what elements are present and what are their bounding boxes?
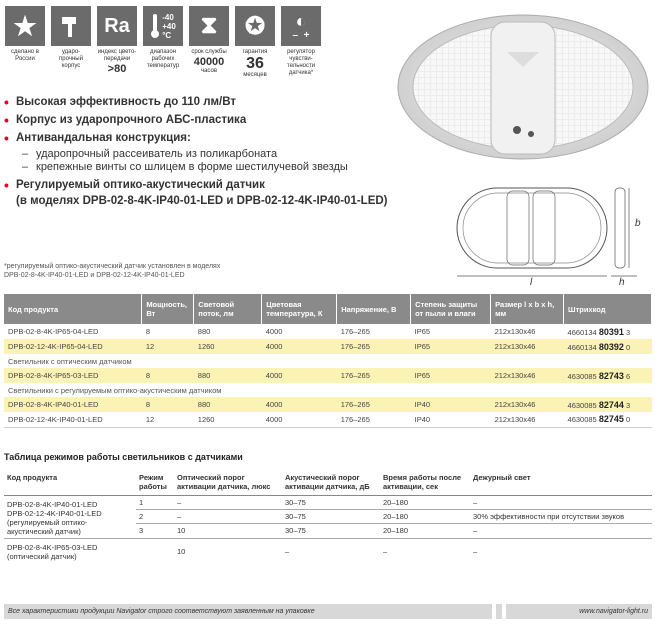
footer xyxy=(0,604,655,622)
table-row: DPB-02-8-4K-IP40-01-LED DPB-02-12-4K-IP40-01-LED (регулируемый оптико-акустический датчик) 1 – 30–75 20–180 – xyxy=(7,497,478,536)
icon-warranty: ✪ гарантия 36 месяцев xyxy=(235,6,275,79)
dim-l-label: l xyxy=(530,277,533,287)
table-row: DPB-02-12-4K-IP65-04-LED 12 1260 4000 176–265 IP65 212x130x46 4660134 80392 0 xyxy=(4,339,652,354)
warranty-icon: ✪ xyxy=(235,6,275,46)
table-section-label: Светильник с оптическим датчиком xyxy=(8,357,132,366)
star-icon: ★ xyxy=(5,6,45,46)
footer-disclaimer: Все характеристики продукции Navigator строго соответствуют заявленным на упаковке xyxy=(4,604,492,619)
footnote: *регулируемый оптико-акустический датчик установлен в моделях DPB-02-8-4K-IP40-01-LED и DPB-02-12-4K-IP40-01-LED xyxy=(4,263,221,279)
feature-sensor: • Регулируемый оптико-акустический датчик xyxy=(4,179,434,192)
feature-list xyxy=(4,96,434,211)
icon-cri: Ra индекс цвето-передачи >80 xyxy=(97,6,137,79)
spec-table-header: Код продукта Мощность, Вт Световой поток, лм Цветовая температура, К Напряжение, В Степень защиты от пыли и влаги Размер l x b x h, мм Штрихкод xyxy=(4,294,652,324)
dim-b-label: b xyxy=(635,218,641,229)
modes-table-title: Таблица режимов работы светильников с датчиками xyxy=(4,452,243,462)
feature-housing: • Корпус из ударопрочного АБС-пластика xyxy=(4,114,434,127)
hourglass-icon: ⧗ xyxy=(189,6,229,46)
modes-table-header: Код продукта Режим работы Оптический порог активации датчика, люкс Акустический порог активации датчика, дБ Время работы после активации, сек Дежурный свет xyxy=(4,471,652,495)
feature-antivandal-b: – крепежные винты со шлицем в форме шестилучевой звезды xyxy=(4,161,434,174)
table-row: DPB-02-8-4K-IP65-03-LED (оптический датчик) 10 – – – xyxy=(4,538,652,563)
dim-h-label: h xyxy=(619,277,625,287)
feature-efficiency: • Высокая эффективность до 110 лм/Вт xyxy=(4,96,434,109)
table-section-label: Светильники с регулируемым оптико-акустическим датчиком xyxy=(8,386,222,395)
modes-table xyxy=(4,471,652,563)
footer-divider xyxy=(496,604,502,619)
icon-sensitivity: ◐ – + регулятор чувстви-тельности датчика* xyxy=(281,6,321,79)
table-row: DPB-02-8-4K-IP65-03-LED 8 880 4000 176–265 IP65 212x130x46 4630085 82743 6 xyxy=(4,368,652,383)
spec-table xyxy=(4,294,652,428)
table-row: DPB-02-12-4K-IP40-01-LED 12 1260 4000 176–265 IP40 212x130x46 4630085 82745 0 xyxy=(4,412,652,427)
table-row: 3 10 30–75 20–180 – xyxy=(4,524,652,538)
feature-antivandal: • Антивандальная конструкция: xyxy=(4,132,434,145)
icon-temperature: -40 +40 °C диапазон рабочих температур xyxy=(143,6,183,79)
feature-sensor-models: (в моделях DPB-02-8-4K-IP40-01-LED и DPB-02-12-4K-IP40-01-LED) xyxy=(16,195,388,207)
footer-website-link[interactable]: www.navigator-light.ru xyxy=(506,604,652,619)
icon-made-in-russia: ★ сделано в России xyxy=(5,6,45,79)
sensor-adjust-icon: ◐ – + xyxy=(281,6,321,46)
table-row: DPB-02-8-4K-IP40-01-LED 8 880 4000 176–265 IP40 212x130x46 4630085 82744 3 xyxy=(4,397,652,412)
ra-icon: Ra xyxy=(97,6,137,46)
feature-antivandal-a: – ударопрочный рассеиватель из поликарбоната xyxy=(4,148,434,161)
table-row: DPB-02-8-4K-IP65-04-LED 8 880 4000 176–265 IP65 212x130x46 4660134 80391 3 xyxy=(8,326,631,337)
thermometer-icon: -40 +40 °C xyxy=(143,6,183,46)
icon-lifetime: ⧗ срок службы 40000 часов xyxy=(189,6,229,79)
table-row: 2 – 30–75 20–180 30% эффективности при отсутствии звуков xyxy=(4,509,652,523)
hammer-icon xyxy=(51,6,91,46)
feature-icons xyxy=(5,6,321,79)
dimension-diagram xyxy=(445,182,650,287)
icon-impact-resistant: ударо-прочный корпус xyxy=(51,6,91,79)
